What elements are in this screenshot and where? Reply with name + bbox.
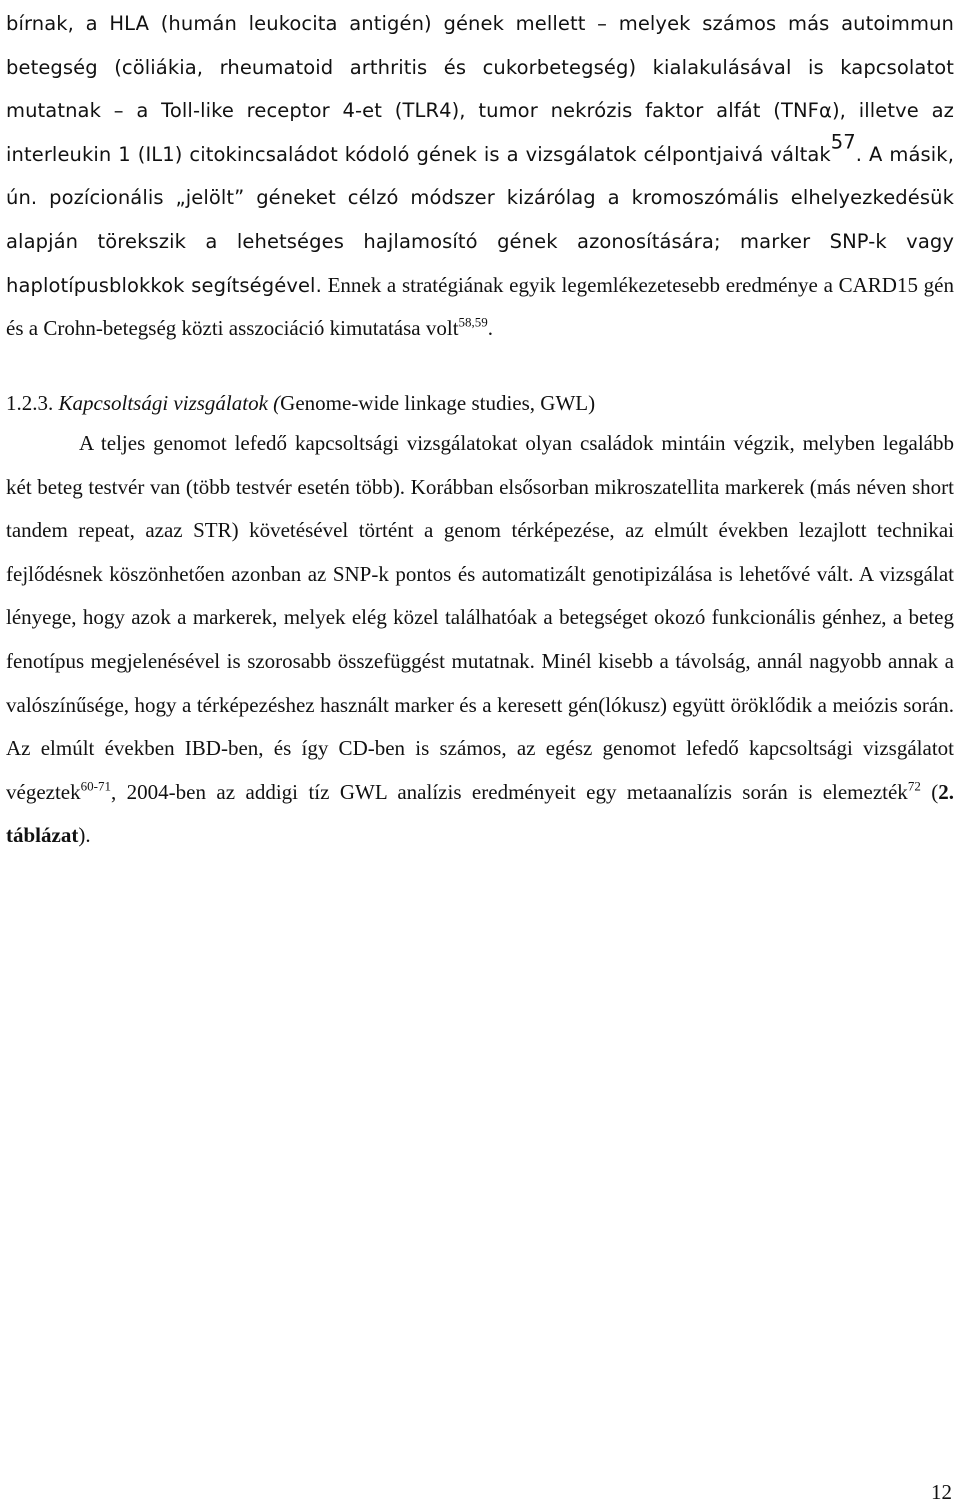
paragraph-2-sentence-5: Az elmúlt években IBD-ben, és így CD-ben is számos, az egész genomot lefedő kapcsoltsági vizsgálatot végeztek <box>6 736 954 804</box>
reference-72: 72 <box>907 778 921 794</box>
paragraph-1-sentence-2: Ennek a stratégiának egyik legemlékezetesebb eredménye a CARD15 gén és a Crohn-betegség közti asszociáció kimutatása volt <box>6 272 954 341</box>
paragraph-1-sentence-1: bírnak, a HLA (humán leukocita antigén) gének mellett – melyek számos más autoimmun betegség (cöliákia, rheumatoid arthritis és cukorbetegség) kialakulásával is kapcsolatot mutatnak – a Toll-like receptor 4-et (TLR4), tumor nekrózis faktor alfát (TNFα), illetve az interleukin 1 (IL1) citokincsaládot kódoló gének is a vizsgálatok célpontjaivá váltak <box>6 12 954 166</box>
paragraph-2-sentence-2: Korábban elsősorban mikroszatellita markerek (más néven short tandem repeat, azaz STR) követésével történt a genom térképezése, az elmúlt években lezajlott technikai fejlődésnek köszönhetően azonban az SNP-k pontos és automatizált genotipizálása is lehetővé vált. <box>6 474 954 586</box>
paragraph-2-sentence-1: A teljes genomot lefedő kapcsoltsági vizsgálatokat olyan családok mintáin végzik, melyben legalább két beteg testvér van (több testvér esetén több). <box>6 431 954 499</box>
paragraph-1 <box>6 2 954 351</box>
paragraph-2-end: ). <box>78 823 91 848</box>
paragraph-1-sentence-1-end: . A másik, ún. pozícionális „jelölt” géneket célzó módszer kizárólag a kromoszómális elhelyezkedésük alapján törekszik a lehetséges hajlamosító gének azonosítására; marker SNP-k vagy haplotípusblokkok segítségével. <box>6 142 954 297</box>
paragraph-1-end: . <box>487 316 494 341</box>
section-heading <box>6 385 954 421</box>
page-number: 12 <box>931 1480 952 1504</box>
section-title-rest: Genome-wide linkage studies, GWL) <box>280 391 596 415</box>
paragraph-2-sentence-3: A vizsgálat lényege, hogy azok a markerek, melyek elég közel találhatóak a betegséget okozó funkcionális génhez, a beteg fenotípus megjelenésével is szorosabb összefüggést mutatnak. <box>6 561 954 673</box>
reference-57: 57 <box>830 130 856 154</box>
section-title-italic: Kapcsoltsági vizsgálatok ( <box>58 391 281 415</box>
paragraph-2-paren-open: ( <box>920 779 939 804</box>
paragraph-2-sentence-4: Minél kisebb a távolság, annál nagyobb annak a valószínűsége, hogy a térképezéshez használt marker és a keresett gén(lókusz) együtt öröklődik a meiózis során. <box>6 648 954 717</box>
section-number: 1.2.3. <box>6 391 54 415</box>
table-reference: 2. táblázat <box>6 779 954 848</box>
paragraph-2-sentence-6: , 2004-ben az addigi tíz GWL analízis eredményeit egy metaanalízis során is elemezték <box>110 779 908 804</box>
reference-58-59: 58,59 <box>458 314 488 330</box>
reference-60-71: 60-71 <box>80 778 111 794</box>
paragraph-2 <box>6 422 954 858</box>
